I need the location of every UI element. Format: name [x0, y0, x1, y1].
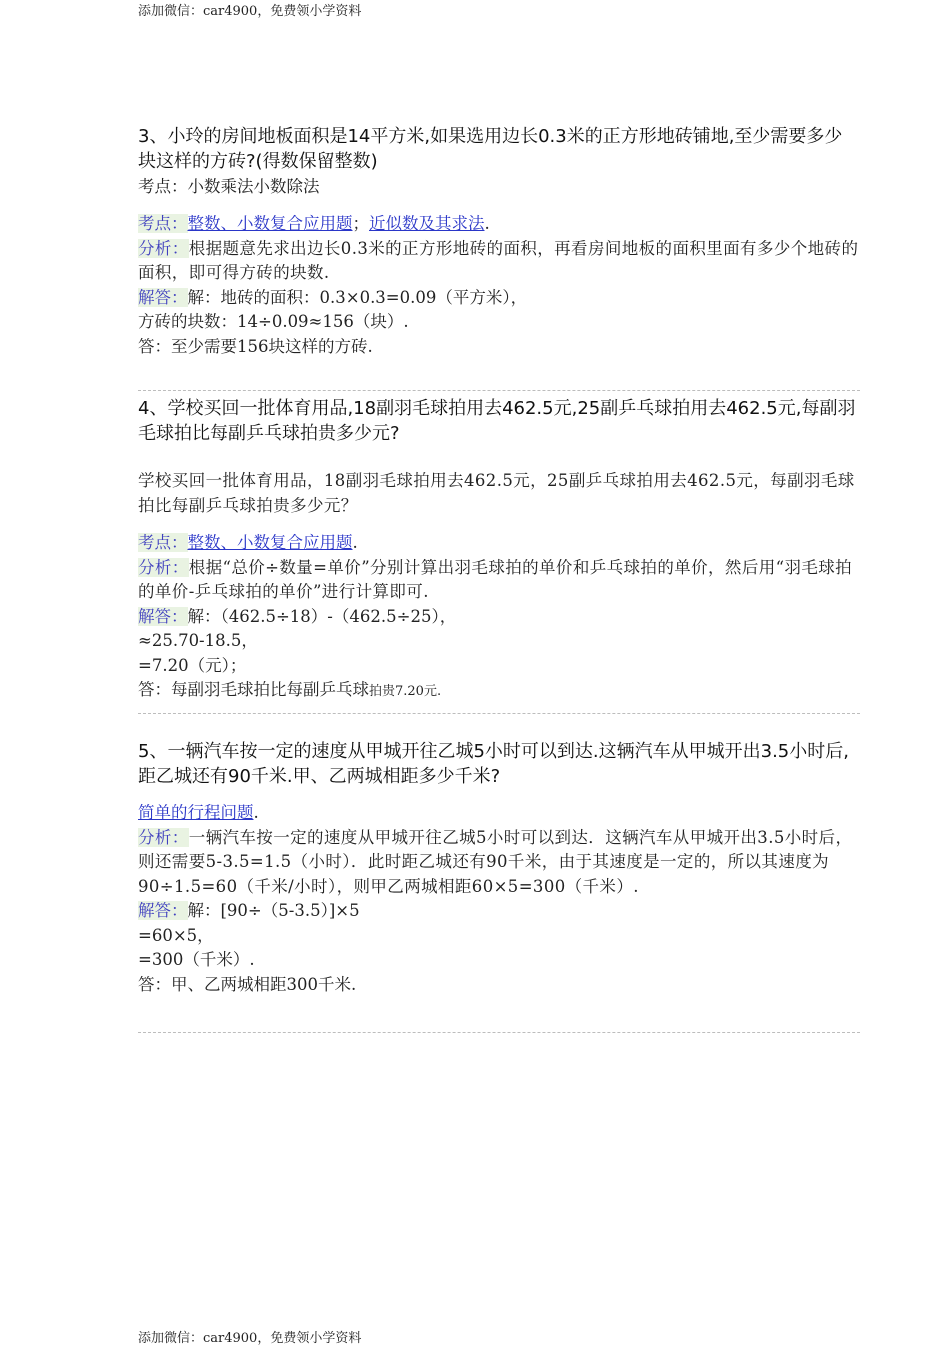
answer-line-3: 答：至少需要156块这样的方砖.	[138, 336, 373, 356]
jieda-label: 解答：	[138, 901, 188, 920]
jieda-label: 解答：	[138, 606, 188, 626]
answer-text-1: 解：（462.5÷18）-（462.5÷25），	[187, 606, 457, 626]
question-4: 4、学校买回一批体育用品,18副羽毛球拍用去462.5元,25副乒乓球拍用去462.5元,每副羽毛球拍比每副乒乓球拍贵多少元?	[138, 398, 856, 444]
answer-text-4b: 拍贵7.20元.	[369, 684, 442, 699]
topic-end: .	[484, 214, 490, 233]
topic-line	[138, 801, 862, 826]
fenxi-label: 分析：	[138, 827, 189, 847]
answer-line-1	[138, 899, 862, 924]
restated-text: 学校买回一批体育用品，18副羽毛球拍用去462.5元，25副乒乓球拍用去462.5元，每副羽毛球拍比每副乒乓球拍贵多少元？	[138, 471, 855, 515]
page-header: 添加微信：car4900，免费领小学资料	[138, 4, 362, 19]
answer-line-2: 方砖的块数：14÷0.09≈156（块）.	[138, 312, 409, 331]
topic-link-integer-decimal[interactable]: 整数、小数复合应用题	[187, 533, 353, 552]
question-3-topic-line	[138, 175, 862, 200]
page-footer: 添加微信：car4900，免费领小学资料	[138, 1331, 362, 1346]
answer-line-1	[138, 286, 862, 311]
answer-line-3: =300（千米）.	[138, 950, 255, 969]
analysis-text: 根据题意先求出边长0.3米的正方形地砖的面积，再看房间地板的面积里面有多少个地砖的面积，即可得方砖的块数.	[138, 238, 859, 282]
analysis-text: 根据“总价÷数量=单价”分别计算出羽毛球拍的单价和乒乓球拍的单价，然后用“羽毛球拍的单价-乒乓球拍的单价”进行计算即可.	[138, 557, 853, 601]
analysis-line	[138, 237, 862, 286]
answer-line-4: 答：甲、乙两城相距300千米.	[138, 974, 357, 994]
answer-line-1	[138, 605, 862, 630]
divider	[138, 390, 860, 391]
fenxi-label: 分析：	[138, 557, 189, 577]
solution-3	[138, 212, 862, 359]
topic-separator: ；	[352, 214, 369, 233]
kaodian-label: 考点：	[138, 214, 188, 233]
question-5: 5、一辆汽车按一定的速度从甲城开往乙城5小时可以到达.这辆汽车从甲城开出3.5小时后,距乙城还有90千米.甲、乙两城相距多少千米?	[138, 741, 849, 787]
topic-end: .	[352, 533, 358, 552]
analysis-line	[138, 556, 862, 605]
kaodian-line	[138, 531, 862, 556]
topic-link-integer-decimal[interactable]: 整数、小数复合应用题	[187, 214, 353, 233]
answer-line-2: =60×5，	[138, 925, 214, 945]
solution-5	[138, 801, 862, 997]
answer-line-2: ≈25.70-18.5，	[138, 631, 258, 650]
divider	[138, 713, 860, 714]
answer-text-1: 解：地砖的面积：0.3×0.3=0.09（平方米），	[187, 287, 528, 307]
kaodian-line	[138, 212, 862, 237]
fenxi-label: 分析：	[138, 238, 189, 258]
question-4-restated	[138, 469, 862, 518]
answer-text-1: 解：[90÷（5-3.5）]×5	[187, 901, 360, 920]
analysis-text: 一辆汽车按一定的速度从甲城开往乙城5小时可以到达．这辆汽车从甲城开出3.5小时后，则还需要5-3.5=1.5（小时）．此时距乙城还有90千米，由于其速度是一定的，所以其速度为90÷1.5=60（千米/小时），则甲乙两城相距60×5=300（千米）.	[138, 827, 853, 896]
solution-4	[138, 531, 862, 705]
topic-link-travel-problem[interactable]: 简单的行程问题	[138, 803, 254, 822]
divider	[138, 1032, 860, 1033]
question-3: 3、小玲的房间地板面积是14平方米,如果选用边长0.3米的正方形地砖铺地,至少需要多少块这样的方砖?(得数保留整数)	[138, 126, 843, 172]
answer-line-4	[138, 678, 862, 705]
answer-line-3: =7.20（元）；	[138, 655, 247, 675]
topic-link-approximation[interactable]: 近似数及其求法	[369, 214, 485, 233]
analysis-line	[138, 826, 862, 900]
jieda-label: 解答：	[138, 287, 188, 307]
topic-end: .	[253, 803, 259, 822]
topic-text: 考点：小数乘法小数除法	[138, 177, 320, 196]
answer-text-4a: 答：每副羽毛球拍比每副乒乓球	[138, 680, 369, 699]
kaodian-label: 考点：	[138, 533, 188, 552]
